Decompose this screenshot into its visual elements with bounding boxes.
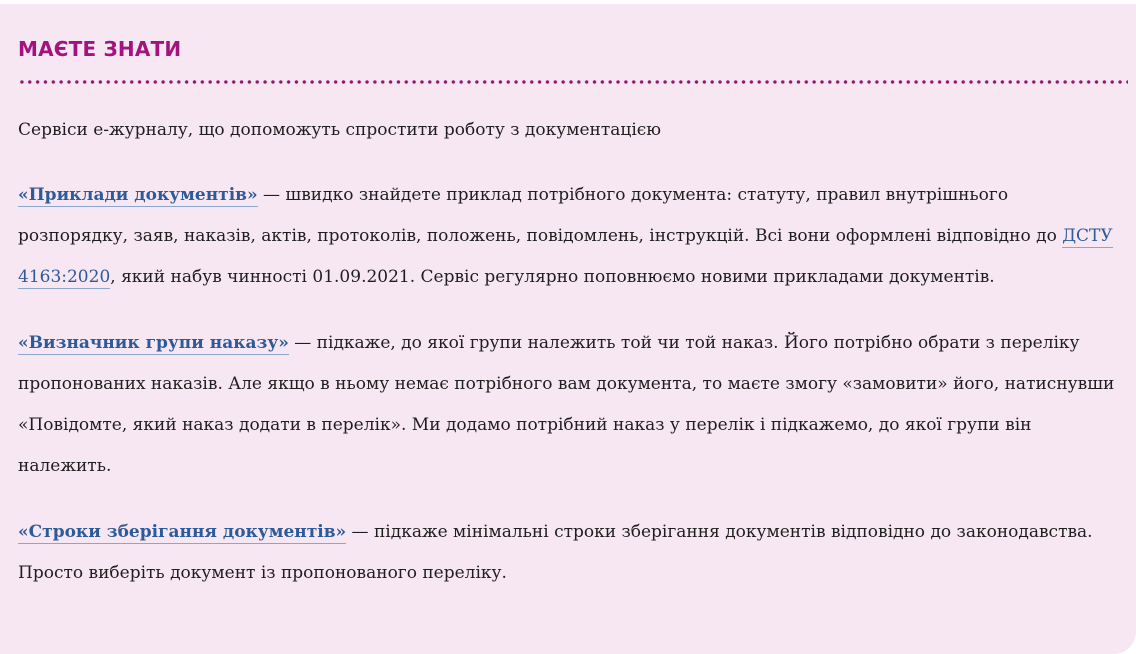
service-item-retention-periods <box>18 512 1118 594</box>
document-examples-description-tail: , який набув чинності 01.09.2021. Сервіс регулярно поповнюємо новими прикладами документів. <box>110 267 995 287</box>
order-group-finder-description: — підкаже, до якої групи належить той чи той наказ. Його потрібно обрати з переліку пропонованих наказів. Але якщо в ньому немає потрібного вам документа, то маєте змогу «замовити» його, натиснувши «Повідомте, який наказ додати в перелік». Ми додамо потрібний наказ у перелік і підкажемо, до якої групи він належить. <box>18 333 1115 476</box>
document-examples-link[interactable]: «Приклади документів» <box>18 185 258 205</box>
dstu-standard-link[interactable]: ДСТУ 4163:2020 <box>18 226 1113 287</box>
intro-text: Сервіси е-журналу, що допоможуть спростити роботу з документацією <box>18 120 662 140</box>
know-this-callout <box>0 4 1136 654</box>
service-item-document-examples <box>18 175 1118 298</box>
retention-periods-link[interactable]: «Строки зберігання документів» <box>18 522 347 542</box>
dotted-divider <box>18 80 1128 84</box>
callout-content <box>18 110 1118 619</box>
document-examples-description: — швидко знайдете приклад потрібного документа: статуту, правил внутрішнього розпорядку, заяв, наказів, актів, протоколів, положень, повідомлень, інструкцій. Всі вони оформлені відповідно до <box>18 185 1063 246</box>
service-item-order-group-finder <box>18 323 1118 487</box>
order-group-finder-link[interactable]: «Визначник групи наказу» <box>18 333 289 353</box>
retention-periods-description: — підкаже мінімальні строки зберігання документів відповідно до законодавства. Просто виберіть документ із пропонованого переліку. <box>18 522 1093 583</box>
callout-title: МАЄТЕ ЗНАТИ <box>18 37 182 61</box>
